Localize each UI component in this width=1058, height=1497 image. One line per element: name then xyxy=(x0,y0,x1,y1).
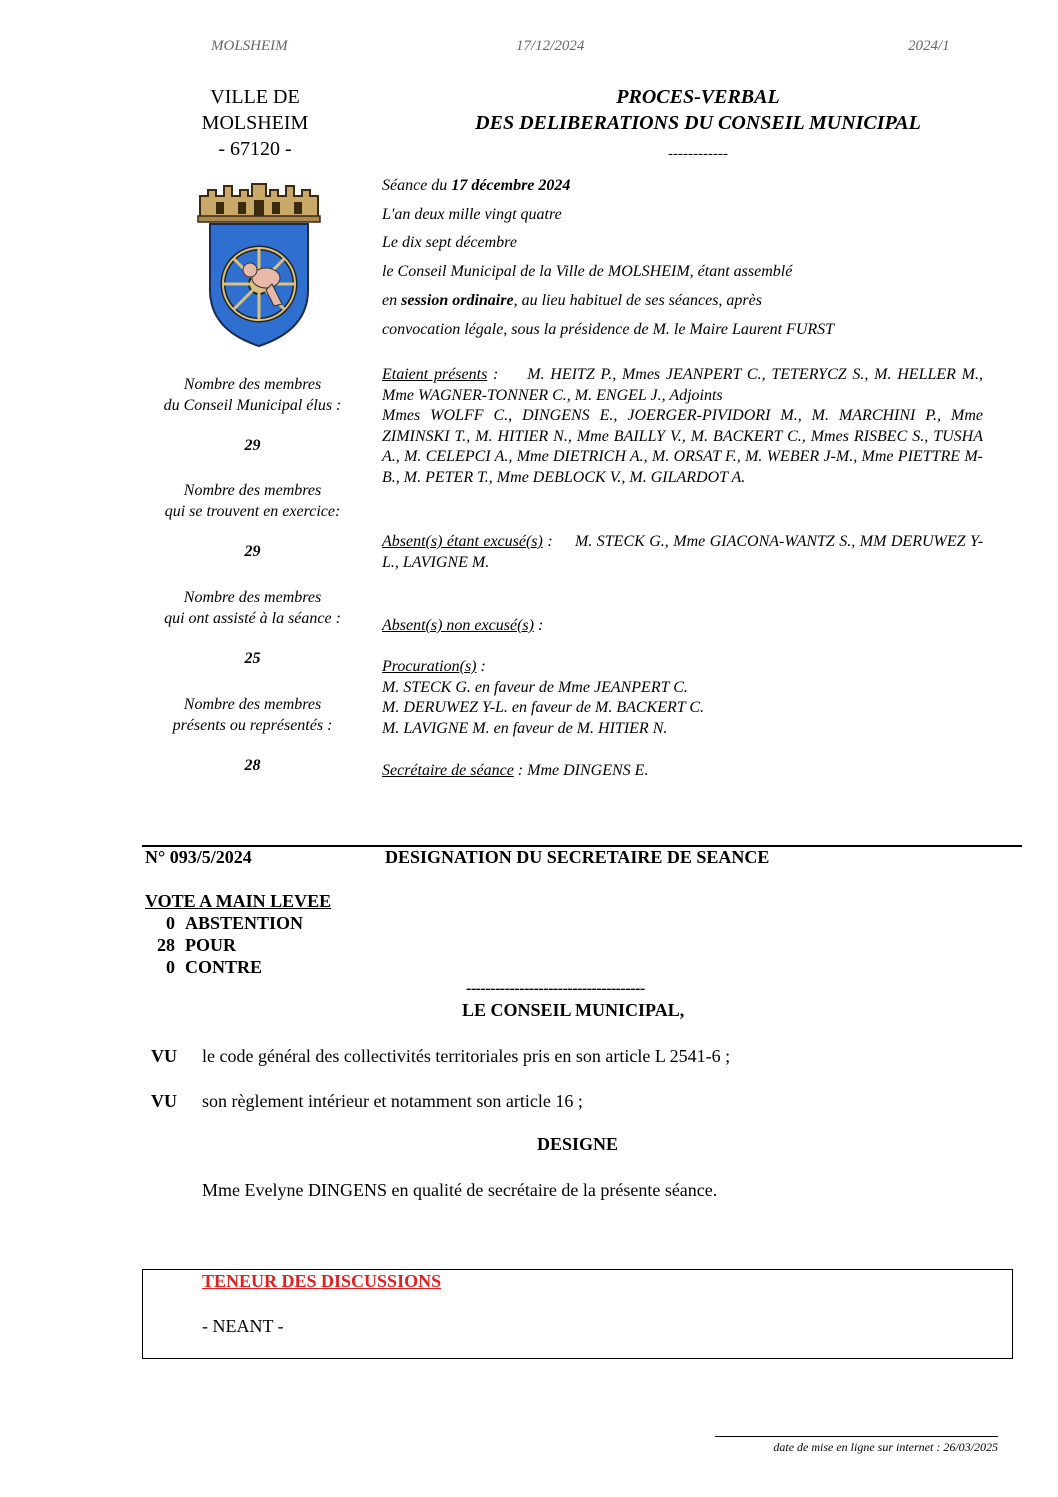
coat-of-arms-icon xyxy=(194,180,324,353)
session-date: 17 décembre 2024 xyxy=(451,177,571,194)
proxies-label: Procuration(s) xyxy=(382,658,477,675)
stat-label: du Conseil Municipal élus : xyxy=(163,397,342,414)
session-type: session ordinaire xyxy=(401,291,514,309)
town-postcode: - 67120 - xyxy=(218,138,292,160)
session-date-prefix: Séance du xyxy=(382,177,452,194)
vote-label: CONTRE xyxy=(185,957,263,977)
proxy-item: M. DERUWEZ Y-L. en faveur de M. BACKERT C. xyxy=(382,699,705,717)
unexcused-label: Absent(s) non excusé(s) xyxy=(382,617,534,634)
stat-label: Nombre des membres xyxy=(183,589,322,606)
decision-heading: DESIGNE xyxy=(537,1134,619,1154)
town-line-1: VILLE DE xyxy=(210,86,300,108)
present-label: Etaient présents xyxy=(382,366,488,383)
vote-count: 0 xyxy=(166,957,175,977)
header-page-ref: 2024/1 xyxy=(908,38,950,54)
unexcused-colon: : xyxy=(533,617,544,634)
deliberation-title: DESIGNATION DU SECRETAIRE DE SEANCE xyxy=(385,847,770,867)
session-date-line xyxy=(382,172,834,201)
stat-value: 25 xyxy=(244,650,261,667)
stat-label: qui ont assisté à la séance : xyxy=(164,610,341,627)
intro-convocation-line: convocation légale, sous la présidence de M. le Maire Laurent FURST xyxy=(382,320,835,338)
present-colon: : xyxy=(487,366,499,383)
unexcused-absences xyxy=(382,616,983,637)
session-type-prefix: en xyxy=(382,291,402,309)
vote-count: 0 xyxy=(166,913,175,933)
vote-title: VOTE A MAIN LEVEE xyxy=(145,891,332,911)
vote-row xyxy=(145,934,331,956)
present-councillors: Mmes WOLFF C., DINGENS E., JOERGER-PIVIDORI M., M. MARCHINI P., Mme ZIMINSKI T., M. HITIER N., Mme BAILLY V., M. BACKERT C., Mmes RISBEC S., TUSHA A., M. CELEPCI A., Mme DIETRICH A., M. ORSAT F., M. WEBER J-M., Mme PIETTRE M-B., M. PETER T., Mme DEBLOCK V., M. GILARDOT A. xyxy=(382,407,983,486)
decision-text: Mme Evelyne DINGENS en qualité de secrétaire de la présente séance. xyxy=(202,1180,718,1200)
vu-key: VU xyxy=(151,1091,177,1111)
document-title xyxy=(380,84,1016,136)
publication-date: date de mise en ligne sur internet : 26/03/2025 xyxy=(715,1436,998,1455)
vu-key: VU xyxy=(151,1046,177,1066)
proxies-colon: : xyxy=(476,658,486,675)
vu-text: son règlement intérieur et notamment son article 16 ; xyxy=(202,1091,583,1111)
excused-label: Absent(s) étant excusé(s) xyxy=(382,533,543,550)
session-intro xyxy=(382,172,834,344)
vote-label: POUR xyxy=(185,935,236,955)
stat-label: Nombre des membres xyxy=(183,696,322,713)
vote-count: 28 xyxy=(157,935,175,955)
proxies xyxy=(382,657,983,739)
vote-label: ABSTENTION xyxy=(185,913,304,933)
intro-council-line: le Conseil Municipal de la Ville de MOLSHEIM, étant assemblé xyxy=(382,263,793,281)
stat-attended xyxy=(150,587,355,669)
stat-label: présents ou représentés : xyxy=(172,717,333,734)
title-line-2: DES DELIBERATIONS DU CONSEIL MUNICIPAL xyxy=(475,112,921,134)
vu-text: le code général des collectivités territoriales pris en son article L 2541-6 ; xyxy=(202,1046,731,1066)
deliberation-number: N° 093/5/2024 xyxy=(145,847,252,867)
vote-row xyxy=(145,956,331,978)
header-town: MOLSHEIM xyxy=(211,38,288,54)
stat-value: 29 xyxy=(244,543,261,560)
council-heading: LE CONSEIL MUNICIPAL, xyxy=(462,1000,685,1020)
stat-label: Nombre des membres xyxy=(183,482,322,499)
header-date: 17/12/2024 xyxy=(516,38,585,54)
stat-represented xyxy=(150,694,355,776)
stat-in-office xyxy=(150,480,355,562)
stat-value: 28 xyxy=(244,757,261,774)
present-adjoints: M. HEITZ P., Mmes JEANPERT C., TETERYCZ S., M. HELLER M., Mme WAGNER-TONNER C., M. ENGEL J., Adjoints xyxy=(382,366,984,404)
title-line-1: PROCES-VERBAL xyxy=(616,86,780,108)
intro-session-line xyxy=(382,287,834,316)
town-line-2: MOLSHEIM xyxy=(201,112,309,134)
stat-value: 29 xyxy=(244,437,261,454)
title-separator: ------------ xyxy=(668,146,728,162)
council-separator: ------------------------------------- xyxy=(466,980,645,997)
session-secretary xyxy=(382,761,983,782)
vote-block xyxy=(145,890,331,978)
stat-label: qui se trouvent en exercice: xyxy=(164,503,341,520)
present-members xyxy=(382,365,983,489)
stat-label: Nombre des membres xyxy=(183,376,322,393)
session-type-suffix: , au lieu habituel de ses séances, après xyxy=(513,291,762,309)
secretary-name: : Mme DINGENS E. xyxy=(513,762,649,779)
proxy-item: M. STECK G. en faveur de Mme JEANPERT C. xyxy=(382,678,688,696)
vote-row xyxy=(145,912,331,934)
intro-day-line: Le dix sept décembre xyxy=(382,234,517,252)
secretary-label: Secrétaire de séance xyxy=(382,762,514,779)
town-block xyxy=(150,84,360,162)
discussions-title: TENEUR DES DISCUSSIONS xyxy=(202,1271,442,1291)
intro-year-line: L'an deux mille vingt quatre xyxy=(382,205,562,223)
excused-colon: : xyxy=(542,533,553,550)
excused-list: M. STECK G., Mme GIACONA-WANTZ S., MM DERUWEZ Y-L., LAVIGNE M. xyxy=(382,533,984,571)
excused-absences xyxy=(382,532,983,573)
discussions-content: - NEANT - xyxy=(202,1316,284,1336)
proxy-item: M. LAVIGNE M. en faveur de M. HITIER N. xyxy=(382,719,668,737)
stat-elected xyxy=(150,374,355,456)
